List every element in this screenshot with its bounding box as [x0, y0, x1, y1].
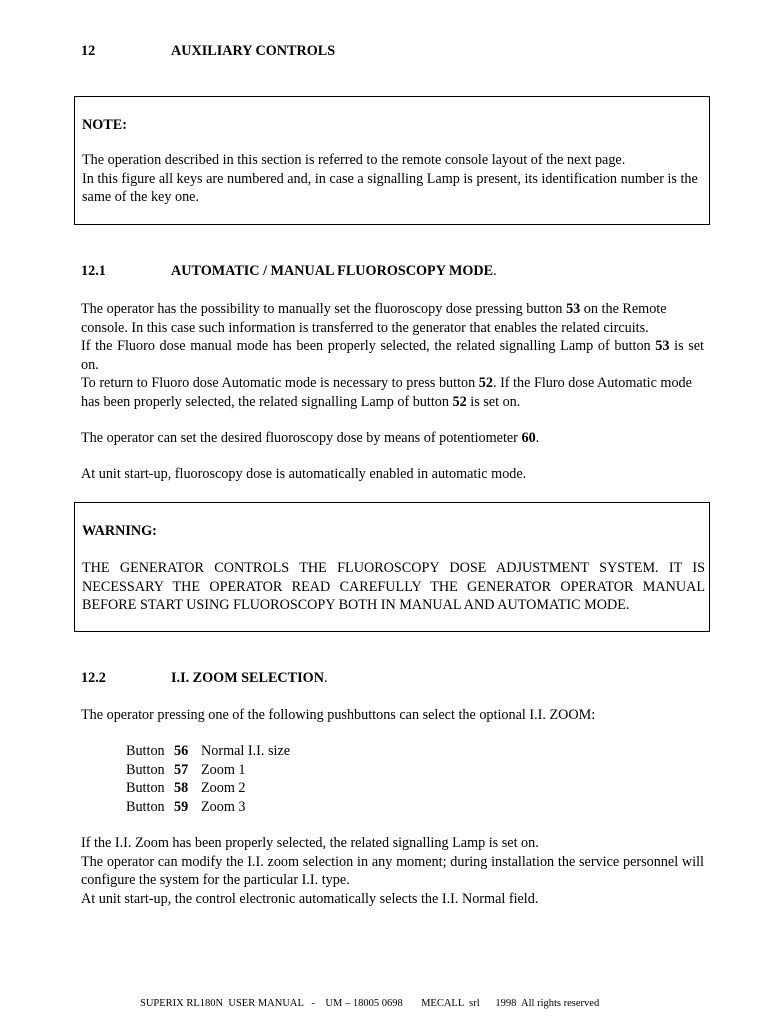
- subsection-title-12-2-text: I.I. ZOOM SELECTION: [171, 670, 324, 686]
- footer-company: MECALL srl: [421, 998, 480, 1009]
- zoom-button-row: Button 59 Zoom 3: [126, 799, 246, 815]
- note-line-1: The operation described in this section is referred to the remote console layout of the next page.: [82, 152, 626, 168]
- zoom-paragraph-1: If the I.I. Zoom has been properly selected, the related signalling Lamp is set on.: [81, 835, 539, 851]
- section-title: AUXILIARY CONTROLS: [171, 43, 336, 59]
- fluoro-paragraph-3: To return to Fluoro dose Automatic mode is necessary to press button 52. If the Fluro dose Automatic mode has been properly selected, the related signalling Lamp of button 52 is set on.: [81, 375, 692, 410]
- note-label: NOTE:: [82, 117, 127, 133]
- zoom-paragraph-group: [81, 834, 704, 908]
- subsection-title-12-2: I.I. ZOOM SELECTION.: [171, 670, 328, 686]
- warning-label: WARNING:: [82, 523, 157, 539]
- footer-manual: SUPERIX RL180N USER MANUAL -: [140, 998, 315, 1009]
- note-box: [74, 96, 710, 225]
- section-number: 12: [81, 43, 96, 59]
- zoom-button-row: Button 57 Zoom 1: [126, 762, 246, 778]
- note-text: [82, 151, 706, 207]
- warning-text: THE GENERATOR CONTROLS THE FLUOROSCOPY DOSE ADJUSTMENT SYSTEM. IT IS NECESSARY THE OPERATOR READ CAREFULLY THE GENERATOR OPERATOR MANUAL BEFORE START USING FLUOROSCOPY BOTH IN MANUAL AND AUTOMATIC MODE.: [82, 560, 705, 613]
- subsection-title-12-1: AUTOMATIC / MANUAL FLUOROSCOPY MODE.: [171, 263, 497, 279]
- zoom-intro: The operator pressing one of the following pushbuttons can select the optional I.I. ZOOM:: [81, 707, 596, 723]
- warning-box: [74, 502, 710, 632]
- footer-code: UM – 18005 0698: [325, 998, 403, 1009]
- subsection-number-12-1: 12.1: [81, 263, 106, 279]
- subsection-number-12-2: 12.2: [81, 670, 106, 686]
- fluoro-paragraph-2: If the Fluoro dose manual mode has been properly selected, the related signalling Lamp of button 53 is set on.: [81, 338, 704, 373]
- fluoro-paragraph-group: [81, 300, 704, 411]
- note-line-2: In this figure all keys are numbered and, in case a signalling Lamp is present, its identification number is the same of the key one.: [82, 170, 698, 205]
- zoom-button-row: Button 58 Zoom 2: [126, 780, 246, 796]
- zoom-button-row: Button 56 Normal I.I. size: [126, 743, 291, 759]
- zoom-paragraph-2: The operator can modify the I.I. zoom selection in any moment; during installation the service personnel will configure the system for the particular I.I. type.: [81, 853, 704, 888]
- zoom-paragraph-3: At unit start-up, the control electronic automatically selects the I.I. Normal field.: [81, 890, 539, 907]
- fluoro-paragraph-1: The operator has the possibility to manually set the fluoroscopy dose pressing button 53 on the Remote console. In this case such information is transferred to the generator that enables the related circuits.: [81, 301, 667, 336]
- fluoro-paragraph-4: The operator can set the desired fluoroscopy dose by means of potentiometer 60.: [81, 430, 540, 446]
- page-footer: [140, 997, 760, 1010]
- footer-rights: 1998 All rights reserved: [495, 998, 600, 1009]
- fluoro-paragraph-5: At unit start-up, fluoroscopy dose is automatically enabled in automatic mode.: [81, 466, 527, 482]
- subsection-title-12-1-text: AUTOMATIC / MANUAL FLUOROSCOPY MODE: [171, 263, 494, 279]
